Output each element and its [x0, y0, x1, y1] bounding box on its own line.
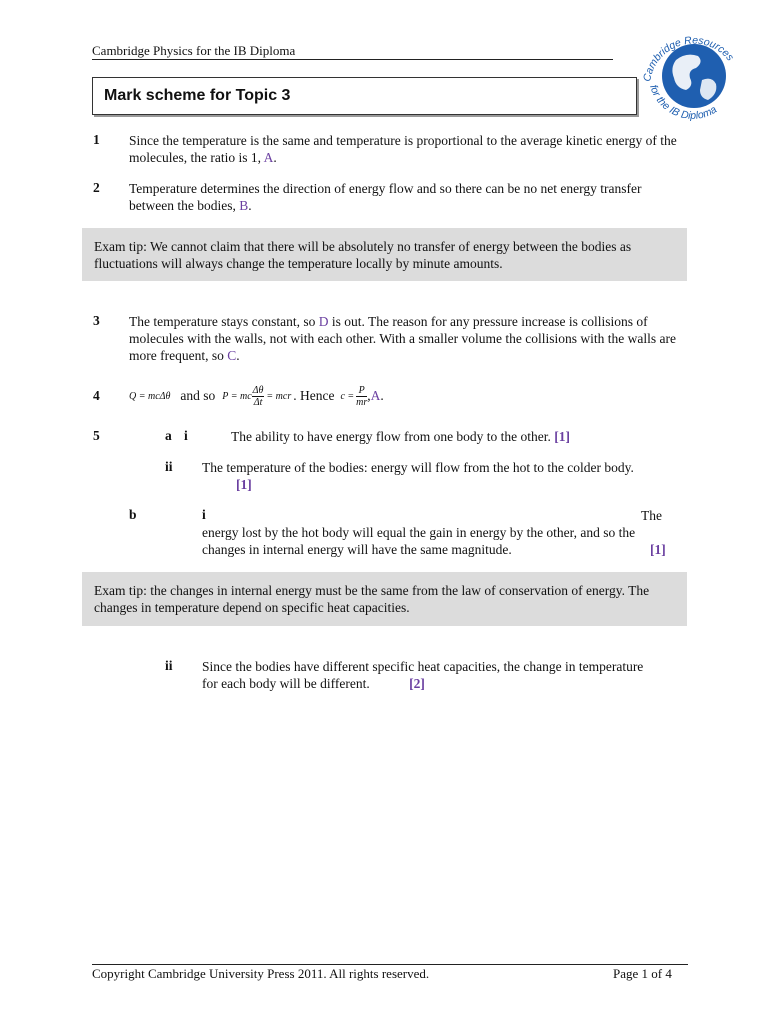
fraction-numerator: Δθ [252, 384, 264, 396]
question-4-end: . [380, 388, 384, 403]
question-2-answer: B [239, 198, 249, 213]
question-3-body-a: The temperature stays constant, so [129, 314, 319, 329]
logo-text-bottom: for the IB Diploma [647, 83, 719, 122]
part-bii-body: Since the bodies have different specific heat capacities, the change in temperature for each body will be different. [202, 659, 644, 691]
and-so-text: and so [180, 388, 216, 403]
exam-tip-2: Exam tip: the changes in internal energy must be the same from the law of conservation of energy. The changes in temperature depend on specific heat capacities. [82, 572, 687, 626]
footer-rule [92, 964, 688, 965]
page-number: Page 1 of 4 [613, 966, 672, 981]
cambridge-logo [636, 20, 748, 132]
question-1-answer: A [263, 150, 274, 165]
part-bi-label: i [202, 507, 206, 522]
part-bii-mark: [2] [409, 676, 425, 691]
question-2-end: . [248, 198, 252, 213]
question-number-1: 1 [93, 132, 100, 147]
question-3-answer-b: C [227, 348, 237, 363]
header-rule [92, 59, 613, 60]
part-ai-body: The ability to have energy flow from one body to the other. [231, 429, 555, 444]
question-1-end: . [273, 150, 277, 165]
question-number-5: 5 [93, 428, 100, 443]
question-4-text [129, 380, 384, 412]
question-3-text [129, 313, 679, 364]
footer-copyright: Copyright Cambridge University Press 2011. All rights reserved. [92, 966, 430, 981]
fraction-dtheta-dt [252, 385, 265, 408]
question-2-text [129, 180, 679, 214]
question-number-4: 4 [93, 388, 100, 403]
question-1-body: Since the temperature is the same and temperature is proportional to the average kinetic energy of the molecules, the ratio is 1, [129, 133, 677, 165]
part-ai-text [231, 428, 681, 445]
part-bi-text [202, 524, 672, 558]
part-ai-mark: [1] [554, 429, 571, 444]
part-bii-text [202, 658, 652, 692]
header-title: Cambridge Physics for the IB Diploma [92, 43, 296, 58]
part-bi-mark: [1] [650, 542, 666, 557]
question-4-answer: A [370, 388, 381, 403]
part-aii-label: ii [165, 459, 173, 474]
question-number-3: 3 [93, 313, 100, 328]
part-b-label: b [129, 507, 137, 522]
fraction-p-mr [356, 385, 367, 408]
exam-tip-1: Exam tip: We cannot claim that there will be absolutely no transfer of energy between the bodies as fluctuations will always change the temperature locally by minute amounts. [82, 228, 687, 281]
formula-power-lhs: P = mc [222, 390, 252, 402]
fraction-denominator-mr: mr [356, 396, 368, 408]
logo-text-top: Cambridge Resources [641, 34, 737, 83]
part-a-label: a [165, 428, 172, 443]
question-3-answer-a: D [318, 314, 329, 329]
part-bii-label: ii [165, 658, 173, 673]
part-aii-body: The temperature of the bodies: energy will flow from the hot to the colder body. [202, 460, 634, 475]
question-3-end: . [236, 348, 240, 363]
hence-text: . Hence [293, 388, 335, 403]
part-bi-body: energy lost by the hot body will equal the gain in energy by the other, and so the changes in internal energy will have the same magnitude. [202, 525, 636, 557]
formula-c-lhs: c = [340, 390, 355, 402]
question-3-body-b: is out. The reason for any pressure increase is collisions of molecules with the walls, not with each other. With a smaller volume the collisions with the walls are more frequent, so [129, 314, 676, 363]
formula-heat: Q = mcΔθ [129, 390, 171, 402]
question-number-2: 2 [93, 180, 100, 195]
globe-icon [662, 44, 726, 108]
fraction-denominator: Δt [253, 396, 263, 408]
title-box [92, 77, 637, 115]
question-4-comma: , [367, 388, 371, 403]
page-title: Mark scheme for Topic 3 [104, 87, 291, 104]
formula-power-rhs: = mcr [266, 390, 292, 402]
fraction-numerator-p: P [356, 385, 367, 397]
question-1-text [129, 132, 679, 166]
part-bi-the: The [641, 508, 662, 523]
part-aii-text [202, 459, 677, 493]
question-2-body: Temperature determines the direction of energy flow and so there can be no net energy transfer between the bodies, [129, 181, 642, 213]
part-aii-mark: [1] [236, 477, 252, 492]
part-ai-label: i [184, 428, 188, 443]
